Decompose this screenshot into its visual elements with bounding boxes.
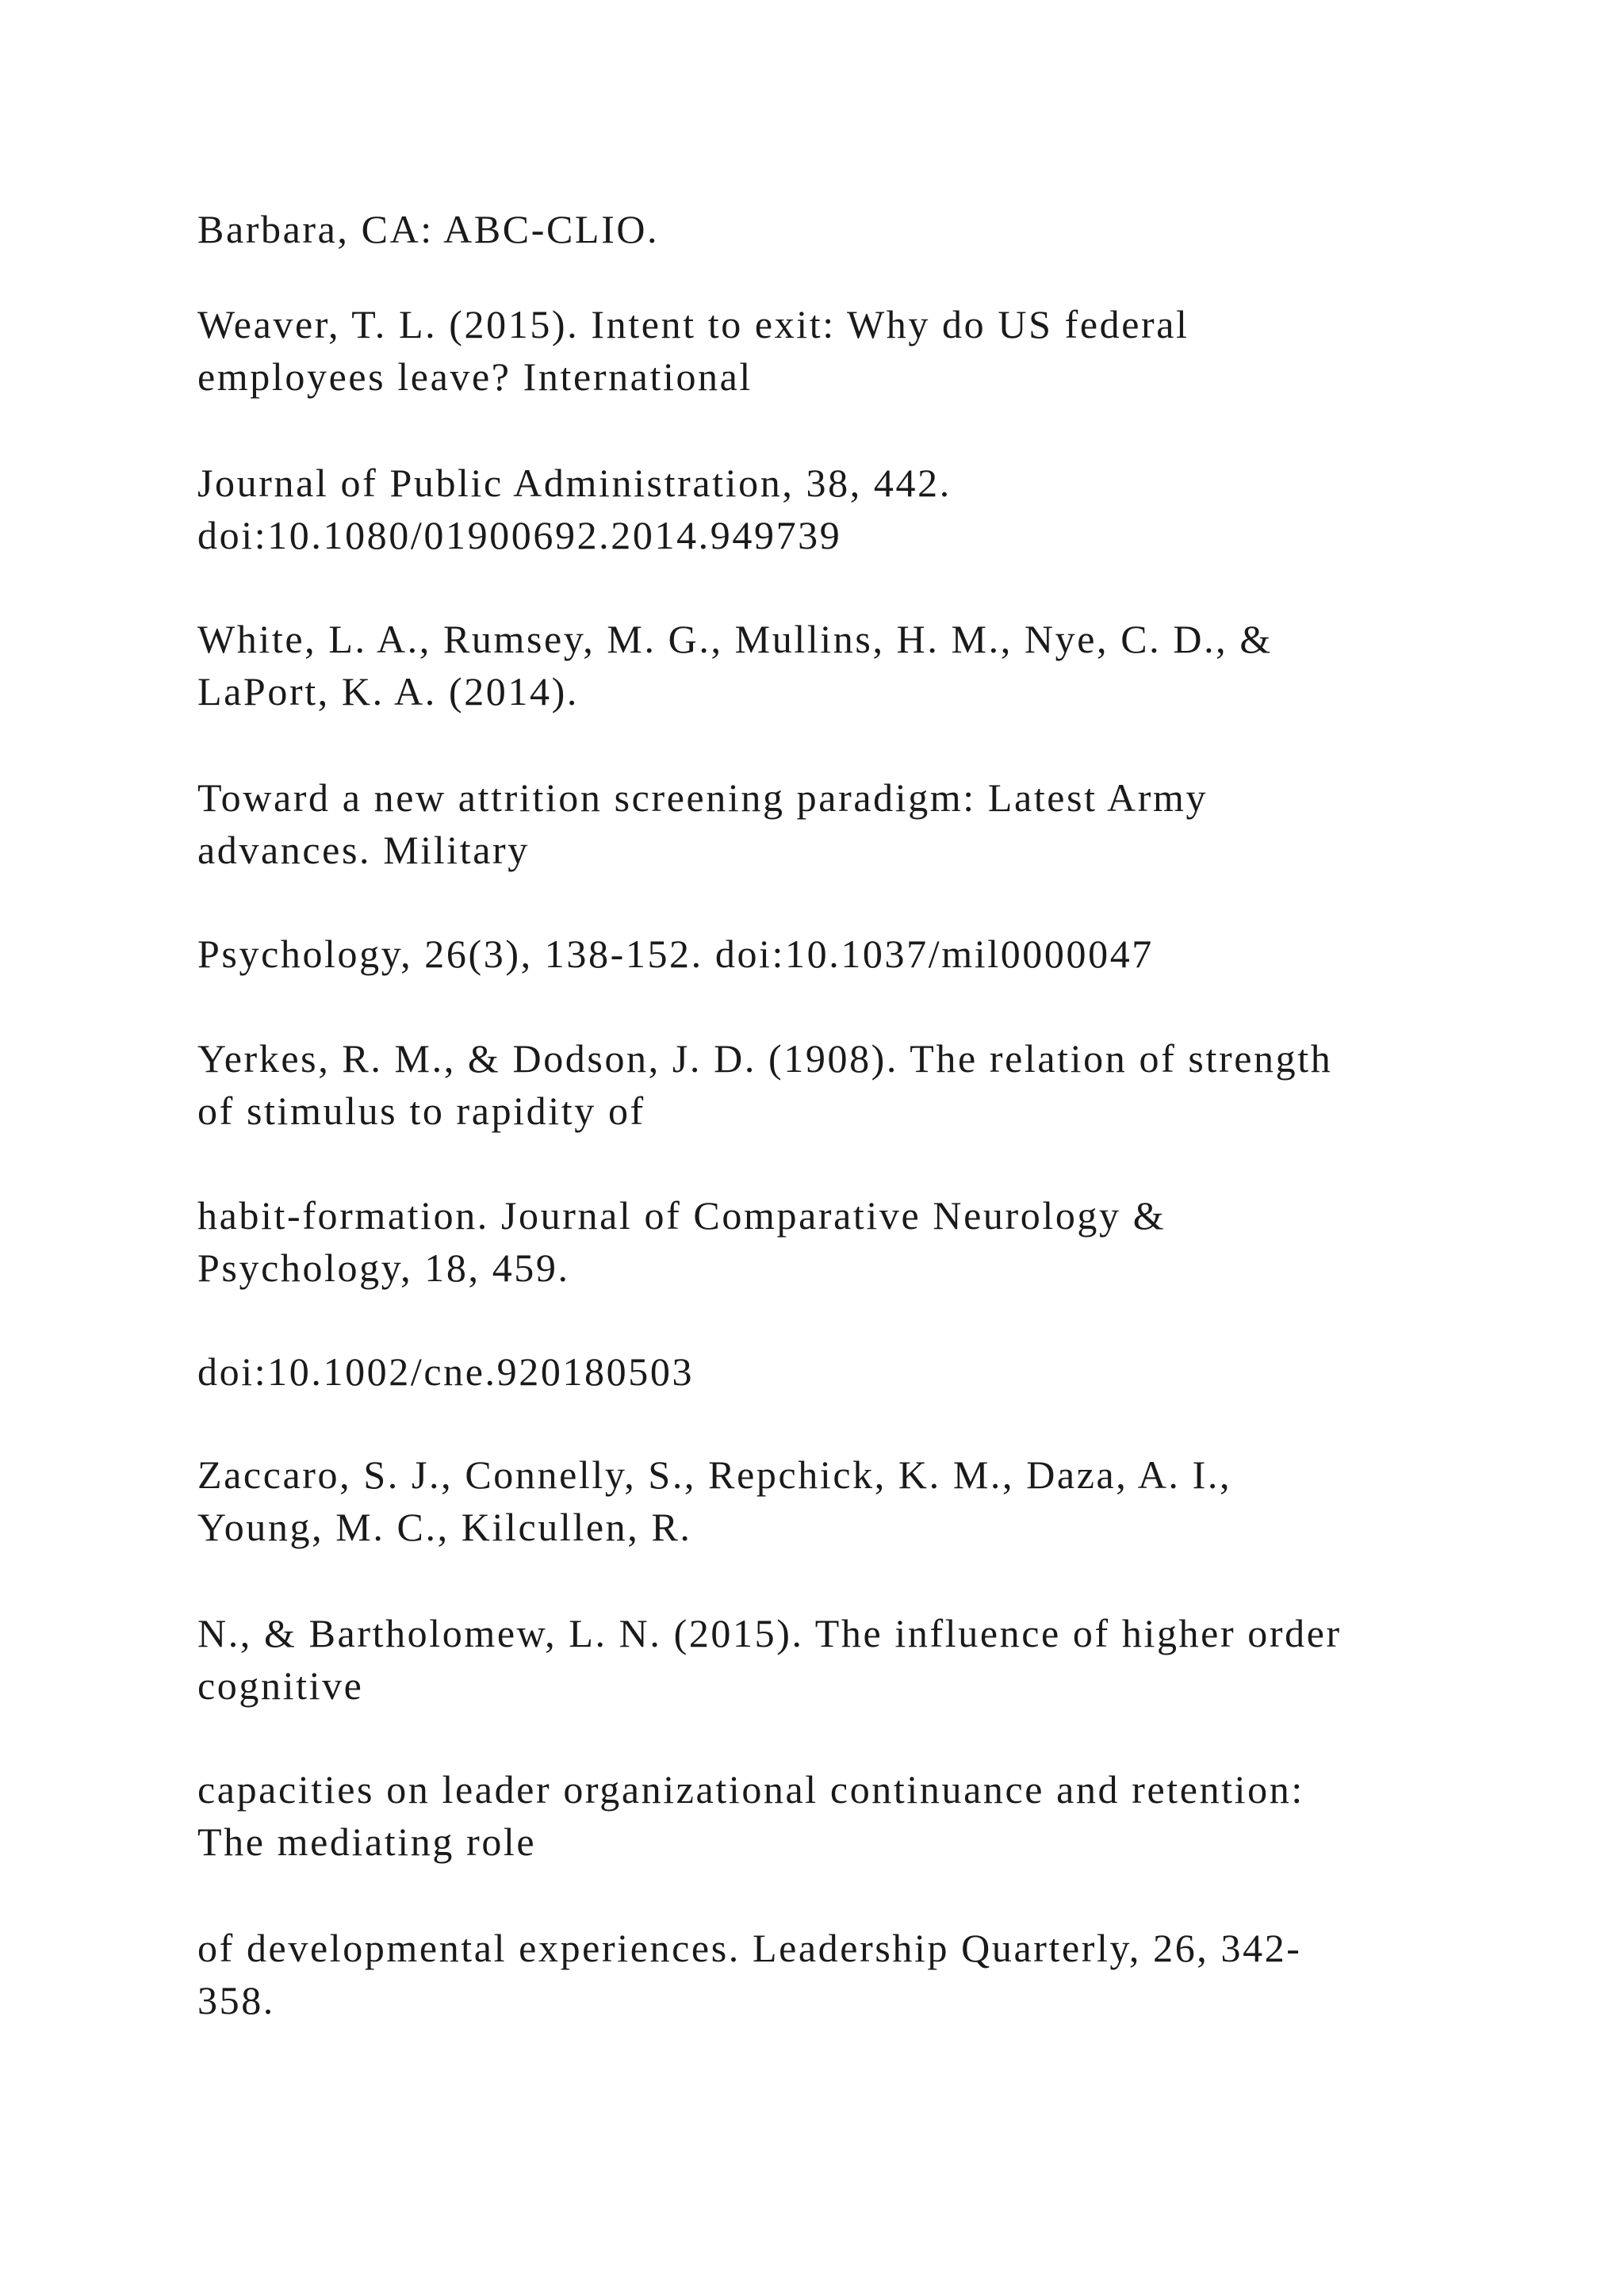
text-line: 358. [197, 1978, 275, 2022]
reference-paragraph [197, 1763, 1466, 1868]
text-line: N., & Bartholomew, L. N. (2015). The influence of higher order [197, 1611, 1342, 1655]
text-line: Zaccaro, S. J., Connelly, S., Repchick, K. M., Daza, A. I., [197, 1452, 1232, 1497]
text-line: of stimulus to rapidity of [197, 1089, 645, 1133]
text-line: Toward a new attrition screening paradigm: Latest Army [197, 775, 1208, 820]
text-line: Barbara, CA: ABC-CLIO. [197, 207, 660, 251]
text-line: Psychology, 26(3), 138-152. doi:10.1037/mil0000047 [197, 932, 1154, 976]
reference-paragraph [197, 298, 1466, 403]
text-line: doi:10.1002/cne.920180503 [197, 1349, 695, 1394]
text-line: capacities on leader organizational continuance and retention: [197, 1767, 1304, 1812]
text-line: Weaver, T. L. (2015). Intent to exit: Why do US federal [197, 302, 1189, 346]
reference-paragraph [197, 1189, 1466, 1294]
text-line: Young, M. C., Kilcullen, R. [197, 1505, 692, 1549]
reference-paragraph [197, 1032, 1466, 1137]
reference-paragraph [197, 1448, 1466, 1553]
reference-paragraph [197, 928, 1466, 980]
text-line: cognitive [197, 1663, 364, 1708]
text-line: LaPort, K. A. (2014). [197, 669, 579, 714]
reference-paragraph [197, 457, 1466, 561]
reference-paragraph [197, 613, 1466, 718]
text-line: advances. Military [197, 828, 530, 872]
reference-paragraph [197, 1345, 1466, 1398]
text-line: Yerkes, R. M., & Dodson, J. D. (1908). The relation of strength [197, 1036, 1333, 1081]
reference-paragraph [197, 203, 1466, 255]
reference-paragraph [197, 771, 1466, 876]
text-line: Psychology, 18, 459. [197, 1246, 570, 1290]
reference-paragraph [197, 1607, 1466, 1712]
text-line: doi:10.1080/01900692.2014.949739 [197, 513, 842, 557]
reference-paragraph [197, 1922, 1466, 2026]
text-line: of developmental experiences. Leadership Quarterly, 26, 342- [197, 1926, 1302, 1970]
text-line: employees leave? International [197, 354, 753, 399]
text-line: The mediating role [197, 1820, 537, 1864]
text-line: habit-formation. Journal of Comparative Neurology & [197, 1193, 1166, 1238]
text-line: Journal of Public Administration, 38, 442. [197, 461, 952, 505]
text-line: White, L. A., Rumsey, M. G., Mullins, H. M., Nye, C. D., & [197, 617, 1273, 661]
